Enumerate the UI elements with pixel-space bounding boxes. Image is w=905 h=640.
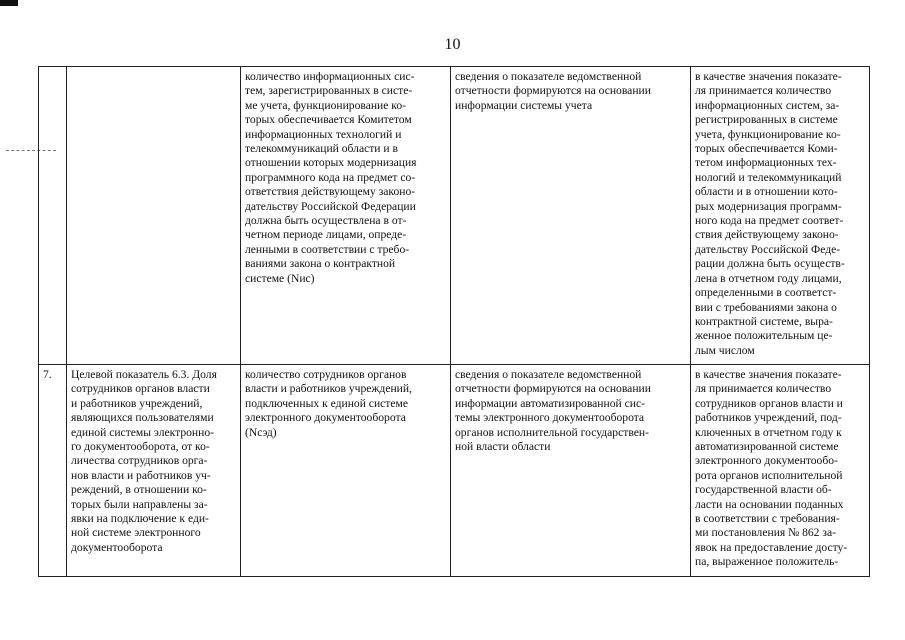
method-cell: в качестве значения показате- ля принимается количество сотрудников органов власти и работников учреждений, под- ключенных в отчетном году к автоматизированной системе электронного документообо- рота органов исполнительной государственной власти об- ласти на основании поданных в соответствии с требования- ми постановления № 862 за- явок на предоставление досту- па, выраженное положитель- bbox=[691, 365, 870, 577]
source-cell: сведения о показателе ведомственной отчетности формируются на основании информации автоматизированной сис- темы электронного документооборота органов исполнительной государствен- ной власти области bbox=[451, 365, 691, 577]
table-row bbox=[39, 365, 870, 577]
row-number-cell: 7. bbox=[39, 365, 67, 577]
scan-edge-mark bbox=[0, 0, 18, 6]
row-number-cell bbox=[39, 67, 67, 365]
indicator-cell: Целевой показатель 6.3. Доля сотрудников органов власти и работников учреждений, являющихся пользователями единой системы электронно- го документооборота, от ко- личества сотрудников орга- нов власти и работников уч- реждений, в отношении ко- торых были направлены за- явки на подключение к еди- ной системе электронного документооборота bbox=[67, 365, 241, 577]
page-number: 10 bbox=[444, 36, 461, 53]
table-row bbox=[39, 67, 870, 365]
method-cell: в качестве значения показате- ля принимается количество информационных систем, за- регистрированных в системе учета, функционирование ко- торых обеспечивается Коми- тетом информационных тех- нологий и телекоммуникаций области и в отношении кото- рых модернизация программ- ного кода на предмет соответ- ствия действующему законо- дательству Российской Феде- рации должна быть осуществ- лена в отчетном году лицами, определенными в соответст- вии с требованиями закона о контрактной системе, выра- женное положительным це- лым числом bbox=[691, 67, 870, 365]
definition-cell: количество сотрудников органов власти и работников учреждений, подключенных к единой системе электронного документооборота (Nсэд) bbox=[241, 365, 451, 577]
indicators-table bbox=[38, 66, 870, 577]
indicator-cell bbox=[67, 67, 241, 365]
definition-cell: количество информационных сис- тем, зарегистрированных в систе- ме учета, функционирование ко- торых обеспечивается Комитетом информационных технологий и телекоммуникаций области и в отношении которых модернизация программного кода на предмет со- ответствия действующему законо- дательству Российской Федерации должна быть осуществлена в от- четном периоде лицами, опреде- ленными в соответствии с требо- ваниями закона о контрактной системе (Nис) bbox=[241, 67, 451, 365]
source-cell: сведения о показателе ведомственной отчетности формируются на основании информации системы учета bbox=[451, 67, 691, 365]
